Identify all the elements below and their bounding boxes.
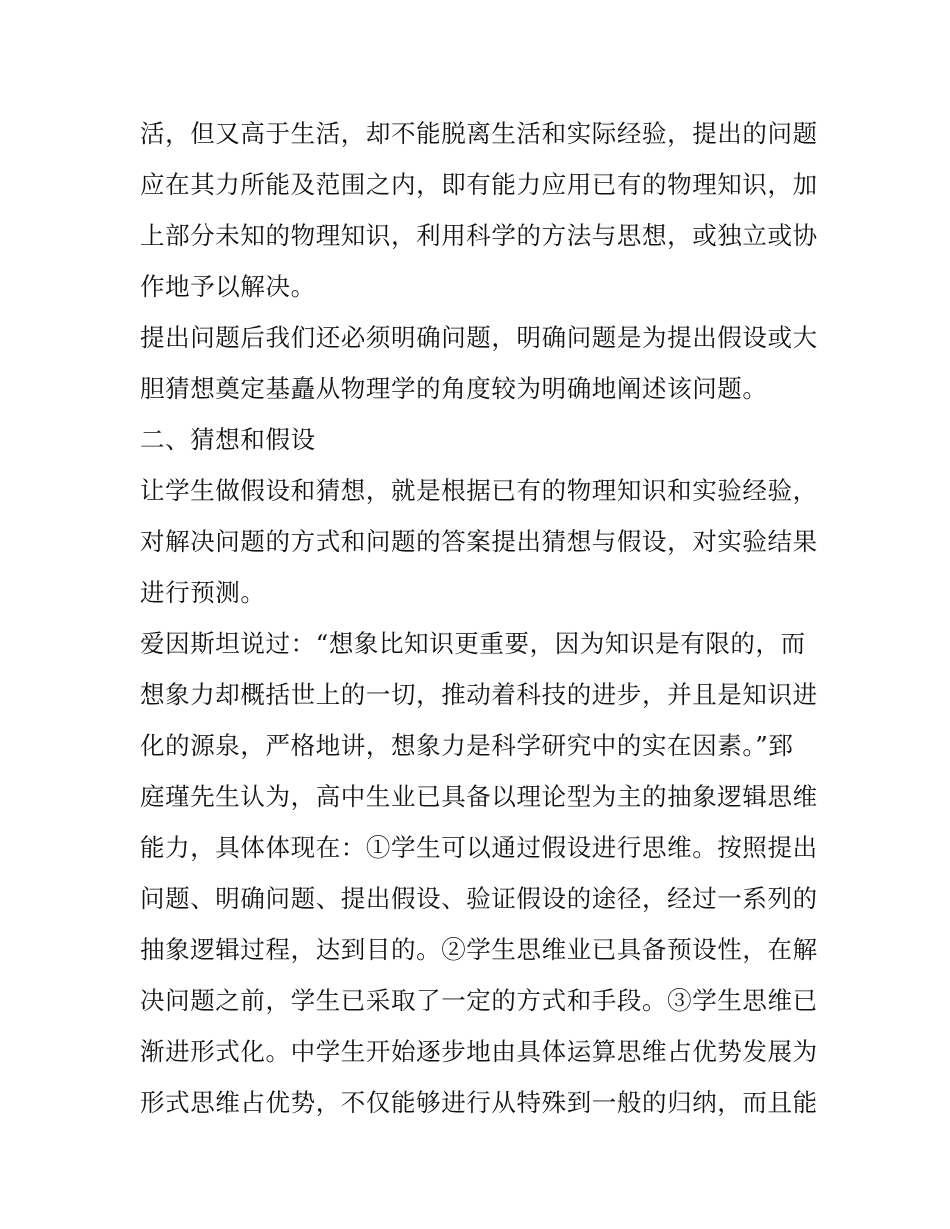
text-line-14: 庭瑾先生认为，高中生业已具备以理论型为主的抽象逻辑思维 xyxy=(140,782,818,811)
document-body xyxy=(140,108,820,1128)
text-line-17: 抽象逻辑过程，达到目的。②学生思维业已具备预设性，在解 xyxy=(140,935,818,964)
text-line-12: 想象力却概括世上的一切，推动着科技的进步，并且是知识进 xyxy=(140,680,818,709)
text-line-10: 进行预测。 xyxy=(140,578,266,607)
text-line-9: 对解决问题的方式和问题的答案提出猜想与假设，对实验结果 xyxy=(140,527,818,556)
text-line-20: 形式思维占优势，不仅能够进行从特殊到一般的归纳，而且能 xyxy=(140,1088,818,1117)
text-line-11: 爱因斯坦说过：“想象比知识更重要，因为知识是有限的，而 xyxy=(140,629,806,658)
text-line-15: 能力，具体体现在：①学生可以通过假设进行思维。按照提出 xyxy=(140,833,818,862)
text-line-6: 胆猜想奠定基矗从物理学的角度较为明确地阐述该问题。 xyxy=(140,374,768,403)
text-line-18: 决问题之前，学生已采取了一定的方式和手段。③学生思维已 xyxy=(140,986,818,1015)
section-heading: 二、猜想和假设 xyxy=(140,425,316,454)
text-line-8: 让学生做假设和猜想，就是根据已有的物理知识和实验经验， xyxy=(140,476,818,505)
text-line-1: 活，但又高于生活，却不能脱离生活和实际经验，提出的问题 xyxy=(140,119,818,148)
text-line-4: 作地予以解决。 xyxy=(140,272,316,301)
text-line-3: 上部分未知的物理知识，利用科学的方法与思想，或独立或协 xyxy=(140,221,818,250)
text-line-2: 应在其力所能及范围之内，即有能力应用已有的物理知识，加 xyxy=(140,170,818,199)
text-line-13: 化的源泉，严格地讲，想象力是科学研究中的实在因素。”郅 xyxy=(140,731,794,760)
text-line-5: 提出问题后我们还必须明确问题，明确问题是为提出假设或大 xyxy=(140,323,818,352)
text-line-19: 渐进形式化。中学生开始逐步地由具体运算思维占优势发展为 xyxy=(140,1037,818,1066)
text-line-16: 问题、明确问题、提出假设、验证假设的途径，经过一系列的 xyxy=(140,884,818,913)
